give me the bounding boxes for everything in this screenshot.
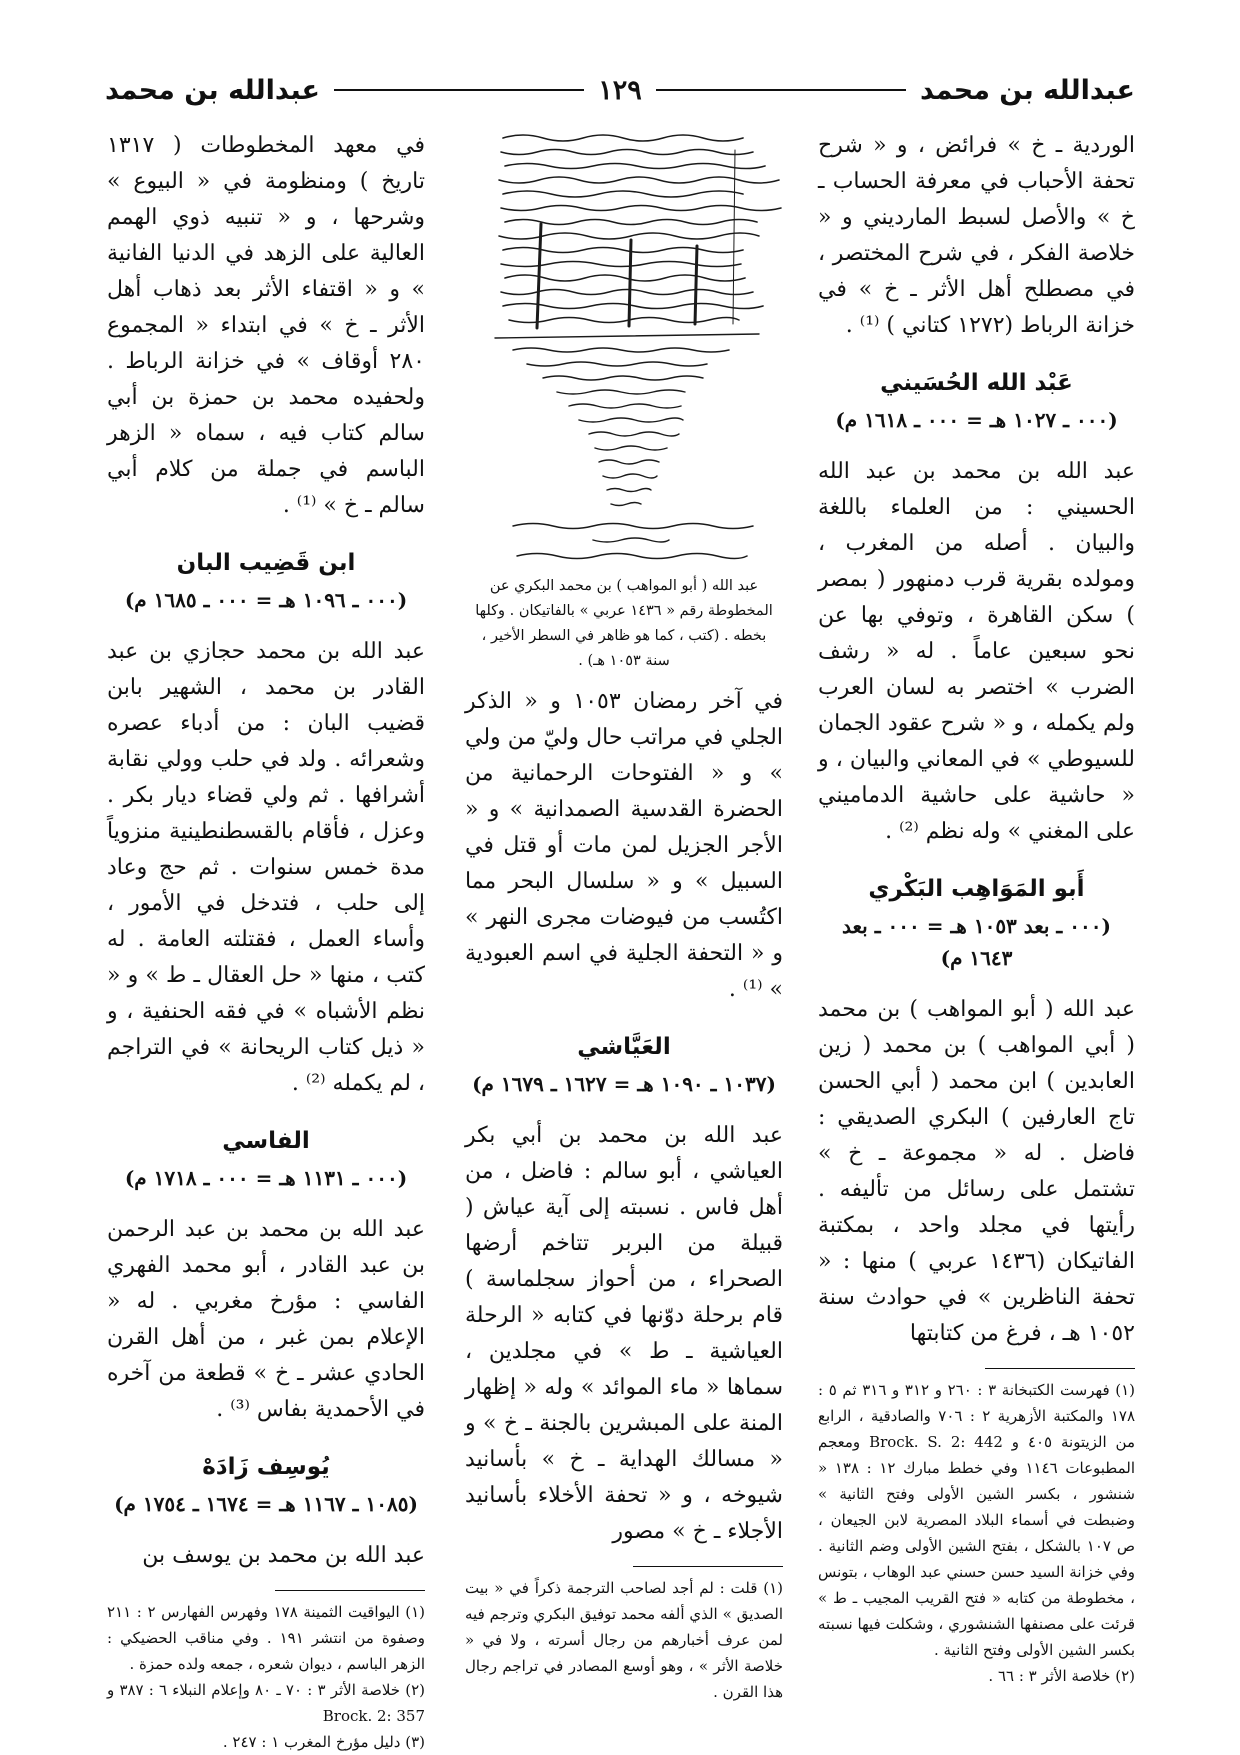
entry-dates-ibn-qadib-al-ban: (٠٠٠ ـ ١٠٩٦ هـ = ٠٠٠ ـ ١٦٨٥ م) <box>124 588 408 612</box>
manuscript-image <box>483 128 765 566</box>
left-column <box>107 128 426 1751</box>
entry-title-husaini: عَبْد الله الحُسَيني <box>880 370 1073 396</box>
header-rule-right <box>656 89 906 91</box>
figure-caption: عبد الله ( أبو المواهب ) بن محمد البكري عن المخطوطة رقم « ١٤٣٦ عربي » بالفاتيكان . وكلها بخطه . (كتب ، كما هو ظاهر في السطر الأخير ، سنة ١٠٥٣ هـ) . <box>475 578 773 669</box>
footnote-rule-right <box>985 1368 1135 1369</box>
page-number: ١٢٩ <box>598 74 642 106</box>
footnote-middle-1: (١) قلت : لم أجد لصاحب الترجمة ذكراً في « بيت الصديق » الذي ألفه محمد توفيق البكري وترجم فيه لمن عرف أخبارهم من رجال أسرته ، ولا في « خلاصة الأثر » ، وهو أوسع المصادر في تراجم رجال هذا القرن . <box>465 1579 783 1701</box>
entry-text-fasi: عبد الله بن محمد بن عبد الرحمن بن عبد القادر ، أبو محمد الفهري الفاسي : مؤرخ مغربي . له « الإعلام بمن غبر ، من أهل القرن الحادي عشر ـ خ » قطعة من آخره في الأحمدية بفاس ⁽³⁾ . <box>107 1217 425 1422</box>
footnote-left-3: (٣) دليل مؤرخ المغرب ١ : ٢٤٧ . <box>222 1733 425 1751</box>
entry-title-ibn-qadib-al-ban: ابن قَضِيب البان <box>176 550 356 576</box>
footnote-right-2: (٢) خلاصة الأثر ٣ : ٦٦ . <box>988 1667 1135 1685</box>
entry-dates-ayyashi: (١٠٣٧ ـ ١٠٩٠ هـ = ١٦٢٧ ـ ١٦٧٩ م) <box>472 1072 776 1096</box>
entry-text-husaini: عبد الله بن محمد بن عبد الله الحسيني : من العلماء باللغة والبيان . أصله من المغرب ، ومولده بقرية قرب دمنهور ( بمصر ) سكن القاهرة ، وتوفي بها عن نحو سبعين عاماً . له « رشف الضرب » اختصر به لسان العرب ولم يكمله ، و « شرح عقود الجمان للسيوطي » في المعاني والبيان ، و « حاشية على حاشية الدماميني على المغني » وله نظم ⁽²⁾ . <box>818 459 1135 844</box>
entry-text-abu-al-mawahib: عبد الله ( أبو المواهب ) بن محمد ( أبي المواهب ) بن محمد ( زين العابدين ) ابن محمد ( أبي الحسن تاج العارفين ) البكري الصديقي : فاضل . له « مجموعة ـ خ » تشتمل على رسائل من تأليفه . رأيتها في مجلد واحد ، بمكتبة الفاتيكان (١٤٣٦ عربي ) منها : « تحفة الناظرين » في حوادث سنة ١٠٥٢ هـ ، فرغ من كتابتها <box>818 997 1135 1346</box>
left-col-continuation: في معهد المخطوطات ( ١٣١٧ تاريخ ) ومنظومة في « البيوع » وشرحها ، و « تنبيه ذوي الهمم العالية على الزهد في الدنيا الفانية » و « اقتفاء الأثر بعد ذهاب أهل الأثر ـ خ » في ابتداء « المجموع ٢٨٠ أوقاف » في خزانة الرباط . ولحفيده محمد بن حمزة بن أبي سالم كتاب فيه ، سماه « الزهر الباسم في جملة من كلام أبي سالم ـ خ » ⁽¹⁾ . <box>107 133 425 518</box>
footnote-right-1: (١) فهرست الكتبخانة ٣ : ٢٦٠ و ٣١٢ و ٣١٦ ثم ٥ : ١٧٨ والمكتبة الأزهرية ٢ : ٧٠٦ والصادقية ، الرابع من الزيتونة ٤٠٥ و Brock. S. 2: 442 ومعجم المطبوعات ١١٤٦ وفي خطط مبارك ١٢ : ١٣٨ « شنشور ، بكسر الشين الأولى وفتح الثانية » وضبطت في أسماء البلاد المصرية لابن الجيعان ، ص ١٠٧ بالشكل ، بفتح الشين الأولى وضم الثانية . وفي خزانة السيد حسن حسني عبد الوهاب ، بتونس ، مخطوطة من كتابه « فتح القريب المجيب ـ ط » قرئت على مصنفها الشنشوري ، وشكلت فيها نسبته بكسر الشين الأولى وفتح الثانية . <box>818 1381 1136 1659</box>
footnote-left-2: (٢) خلاصة الأثر ٣ : ٧٠ ـ ٨٠ وإعلام النبلاء ٦ : ٣٨٧ و Brock. 2: 357 <box>107 1681 426 1725</box>
entry-dates-abu-al-mawahib-line1: (٠٠٠ ـ بعد ١٠٥٣ هـ = ٠٠٠ ـ بعد <box>842 914 1111 938</box>
entry-title-ayyashi: العَيَّاشي <box>577 1034 671 1060</box>
entry-text-ayyashi: عبد الله بن محمد بن أبي بكر العياشي ، أبو سالم : فاضل ، من أهل فاس . نسبته إلى آية عياش ( قبيلة من البربر تتاخم أرضها الصحراء ، من أحواز سجلماسة ) قام برحلة دوّنها في كتابه « الرحلة العياشية ـ ط » في مجلدين ، سماها « ماء الموائد » وله « إظهار المنة على المبشرين بالجنة ـ خ » و « مسالك الهداية ـ خ » بأسانيد شيوخه ، و « تحفة الأخلاء بأسانيد الأجلاء ـ خ » مصور <box>465 1123 783 1544</box>
entry-dates-husaini: (٠٠٠ ـ ١٠٢٧ هـ = ٠٠٠ ـ ١٦١٨ م) <box>835 408 1118 432</box>
right-column <box>818 128 1136 1685</box>
header-rule-left <box>334 89 584 91</box>
footnote-left-1: (١) اليواقيت الثمينة ١٧٨ وفهرس الفهارس ٢ : ٢١١ وصفوة من انتشر ١٩١ . وفي مناقب الحضيكي : الزهر الباسم ، ديوان شعره ، جمعه ولده حمزة . <box>107 1603 425 1673</box>
right-col-continuation: الوردية ـ خ » فرائض ، و « شرح تحفة الأحباب في معرفة الحساب ـ خ » والأصل لسبط المارديني و « خلاصة الفكر ، في شرح المختصر ، في مصطلح أهل الأثر ـ خ » في خزانة الرباط (١٢٧٢ كتاني ) ⁽¹⁾ . <box>818 133 1135 338</box>
entry-title-yusuf-zadeh: يُوسِف زَادَهْ <box>202 1454 330 1480</box>
manuscript-handwriting-graphic <box>483 128 765 566</box>
middle-col-continuation: في آخر رمضان ١٠٥٣ و « الذكر الجلي في مراتب حال وليّ من ولي » و « الفتوحات الرحمانية من الحضرة القدسية الصمدانية » و « الأجر الجزيل لمن مات أو قتل في السبيل » و « سلسال البحر مما اكتُسب من فيوضات مجرى النهر » و « التحفة الجلية في اسم العبودية » ⁽¹⁾ . <box>465 689 783 1002</box>
running-header <box>105 70 1135 110</box>
entry-title-abu-al-mawahib: أَبو المَوَاهِب البَكْري <box>868 876 1085 902</box>
entry-dates-yusuf-zadeh: (١٠٨٥ ـ ١١٦٧ هـ = ١٦٧٤ ـ ١٧٥٤ م) <box>114 1492 418 1516</box>
entry-text-yusuf-zadeh: عبد الله بن محمد بن يوسف بن <box>142 1543 425 1568</box>
entry-text-ibn-qadib-al-ban: عبد الله بن محمد حجازي بن عبد القادر بن محمد ، الشهير بابن قضيب البان : من أدباء عصره وشعرائه . ولد في حلب وولي نقابة أشرافها . ثم ولي قضاء ديار بكر . وعزل ، فأقام بالقسطنطينية منزوياً مدة خمس سنوات . ثم حج وعاد إلى حلب ، فتدخل في الأمور ، وأساء العمل ، فقتلته العامة . له كتب ، منها « حل العقال ـ ط » و « نظم الأشباه » في فقه الحنفية ، و « ذيل كتاب الريحانة » في التراجم ، لم يكمله ⁽²⁾ . <box>107 639 425 1096</box>
entry-title-fasi: الفاسي <box>222 1128 310 1154</box>
running-title-right: عبدالله بن محمد <box>920 74 1135 106</box>
footnote-rule-left <box>275 1590 425 1591</box>
running-title-left: عبدالله بن محمد <box>104 74 320 106</box>
middle-column <box>465 128 783 1701</box>
entry-dates-fasi: (٠٠٠ ـ ١١٣١ هـ = ٠٠٠ ـ ١٧١٨ م) <box>124 1166 408 1190</box>
footnote-rule-middle <box>633 1566 783 1567</box>
entry-dates-abu-al-mawahib-line2: ١٦٤٣ م) <box>940 946 1013 970</box>
